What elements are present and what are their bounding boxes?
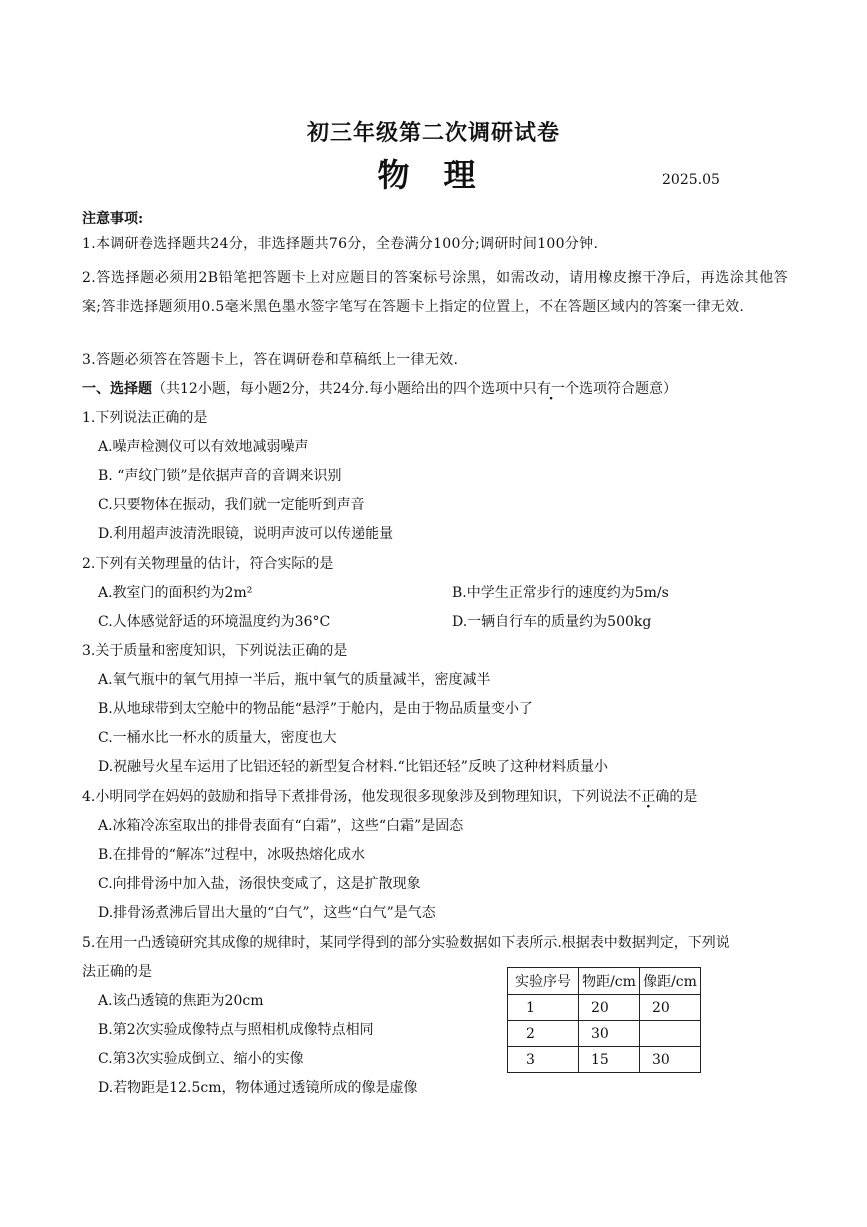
table-cell: 30 <box>640 1047 701 1073</box>
experiment-data-table <box>507 967 701 1073</box>
question-1-option-d: D.利用超声波清洗眼镜，说明声波可以传递能量 <box>98 526 394 542</box>
question-2-option-d: D.一辆自行车的质量约为500kg <box>452 614 652 630</box>
question-1-option-a: A.噪声检测仪可以有效地减弱噪声 <box>98 439 309 455</box>
question-3-option-c: C.一桶水比一杯水的质量大，密度也大 <box>98 730 337 746</box>
question-5-option-b: B.第2次实验成像特点与照相机成像特点相同 <box>98 1022 374 1038</box>
emphasis-dotted-text: 只有一个 <box>523 381 579 397</box>
question-3-option-a: A.氧气瓶中的氧气用掉一半后，瓶中氧气的质量减半，密度减半 <box>98 672 491 688</box>
section-desc-dotted <box>523 381 579 397</box>
question-5-option-a: A.该凸透镜的焦距为20cm <box>98 993 264 1009</box>
table-row <box>508 1047 701 1073</box>
question-4-option-a: A.冰箱冷冻室取出的排骨表面有“白霜”，这些“白霜”是固态 <box>98 818 464 834</box>
table-header-cell: 物距/cm <box>579 968 640 995</box>
table-cell: 3 <box>508 1047 579 1073</box>
notice-item-2: 2.答选择题必须用2B铅笔把答题卡上对应题目的答案标号涂黑，如需改动，请用橡皮擦干净后，再选涂其他答案;答非选择题须用0.5毫米黑色墨水签字笔写在答题卡上指定的位置上，不在答题区域内的答案一律无效. <box>82 270 788 315</box>
question-3-stem: 3.关于质量和密度知识，下列说法正确的是 <box>82 643 348 659</box>
table-header-row <box>508 968 701 995</box>
question-4-option-d: D.排骨汤煮沸后冒出大量的“白气”，这些“白气”是气态 <box>98 905 436 921</box>
section-label: 一、选择题 <box>82 381 152 397</box>
question-5-stem-line-1: 5.在用一凸透镜研究其成像的规律时，某同学得到的部分实验数据如下表所示.根据表中数据判定，下列说 <box>82 935 730 951</box>
question-4-option-b: B.在排骨的“解冻”过程中，冰吸热熔化成水 <box>98 847 366 863</box>
question-4-stem <box>82 789 697 805</box>
table-cell: 20 <box>640 995 701 1021</box>
section-one-heading <box>82 381 677 397</box>
question-5-stem-line-2: 法正确的是 <box>82 964 152 980</box>
notice-item-1: 1.本调研卷选择题共24分，非选择题共76分，全卷满分100分;调研时间100分钟. <box>82 236 599 252</box>
question-5-option-d: D.若物距是12.5cm，物体通过透镜所成的像是虚像 <box>98 1080 418 1096</box>
question-5-option-c: C.第3次实验成倒立、缩小的实像 <box>98 1051 304 1067</box>
question-4-stem-post: 的是 <box>669 789 698 805</box>
exam-date: 2025.05 <box>662 172 720 188</box>
question-2-stem: 2.下列有关物理量的估计，符合实际的是 <box>82 556 334 572</box>
table-cell: 2 <box>508 1021 579 1047</box>
table-row <box>508 1021 701 1047</box>
question-1-stem: 1.下列说法正确的是 <box>82 410 208 426</box>
exam-title: 初三年级第二次调研试卷 <box>306 120 560 146</box>
table-cell: 30 <box>579 1021 640 1047</box>
question-3-option-b: B.从地球带到太空舱中的物品能“悬浮”于舱内，是由于物品质量变小了 <box>98 701 534 717</box>
table-header-cell: 实验序号 <box>508 968 579 995</box>
table-cell: 1 <box>508 995 579 1021</box>
table-header-cell: 像距/cm <box>640 968 701 995</box>
table-cell: 20 <box>579 995 640 1021</box>
notice-heading: 注意事项: <box>82 211 144 227</box>
question-4-stem-dotted: 不正确 <box>627 789 670 805</box>
table-cell: 15 <box>579 1047 640 1073</box>
notice-item-3: 3.答题必须答在答题卡上，答在调研卷和草稿纸上一律无效. <box>82 352 459 368</box>
question-3-option-d: D.祝融号火星车运用了比铝还轻的新型复合材料.“比铝还轻”反映了这种材料质量小 <box>98 759 608 775</box>
question-4-option-c: C.向排骨汤中加入盐，汤很快变咸了，这是扩散现象 <box>98 876 421 892</box>
section-desc-post: 选项符合题意） <box>579 381 677 397</box>
question-2-option-a: A.教室门的面积约为2m² <box>98 585 253 601</box>
section-desc-pre: （共12小题，每小题2分，共24分.每小题给出的四个选项中 <box>152 381 523 397</box>
question-1-option-b: B. “声纹门锁”是依据声音的音调来识别 <box>98 468 342 484</box>
table-row <box>508 995 701 1021</box>
question-2-option-b: B.中学生正常步行的速度约为5m/s <box>452 585 669 601</box>
question-4-stem-pre: 4.小明同学在妈妈的鼓励和指导下煮排骨汤，他发现很多现象涉及到物理知识，下列说法 <box>82 789 628 805</box>
table-cell <box>640 1021 701 1047</box>
question-2-option-c: C.人体感觉舒适的环境温度约为36°C <box>98 614 331 630</box>
question-1-option-c: C.只要物体在振动，我们就一定能听到声音 <box>98 497 365 513</box>
subject-title: 物理 <box>377 156 510 194</box>
